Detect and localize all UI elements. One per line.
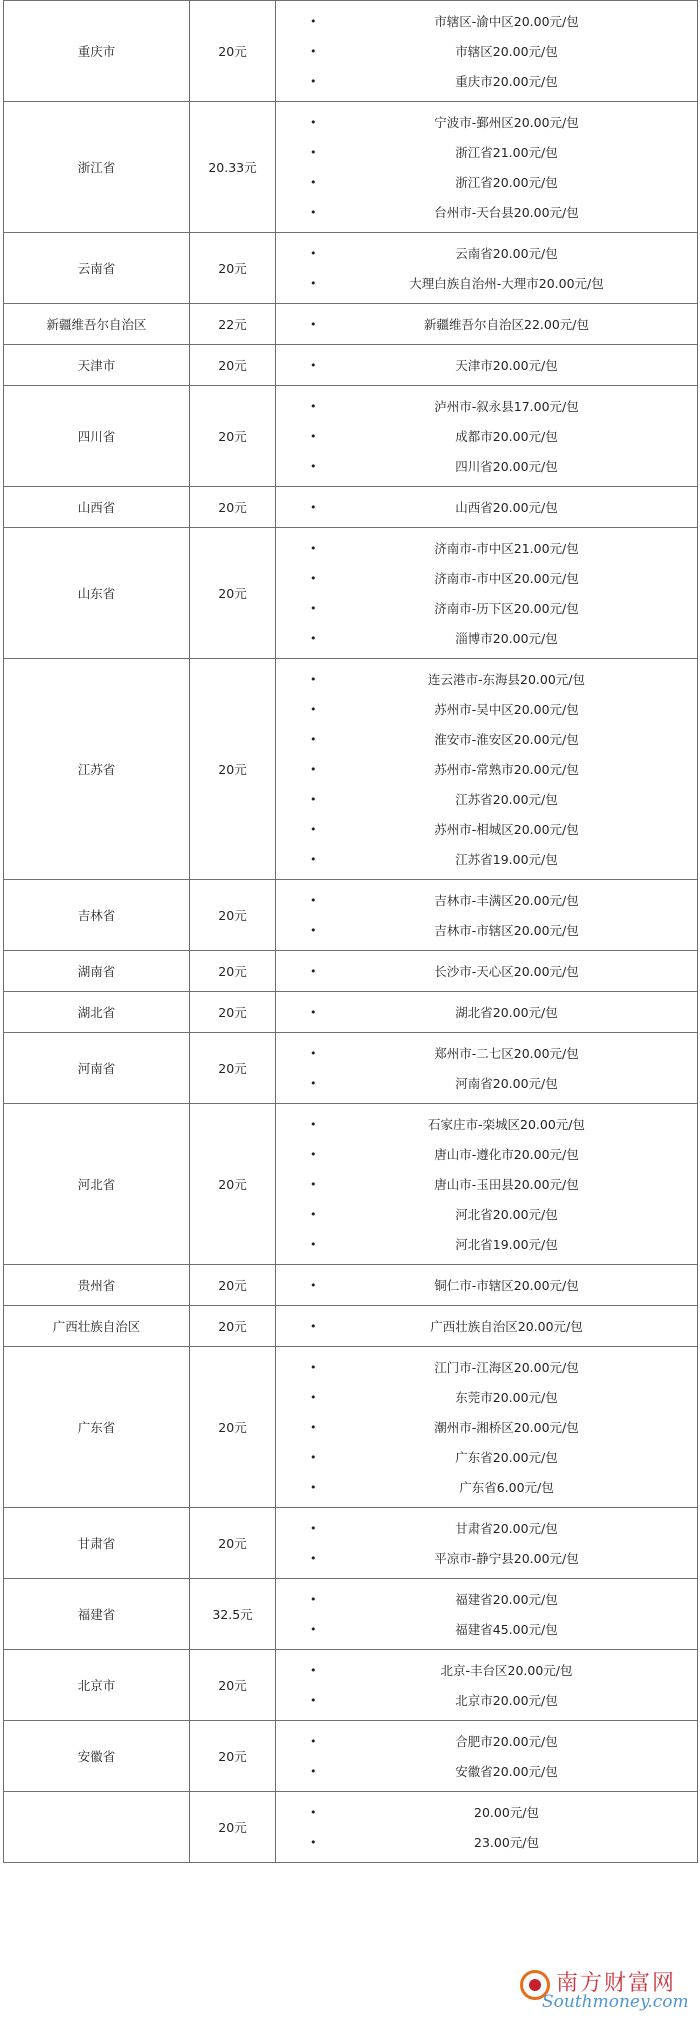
entry-text: 吉林市-市辖区20.00元/包	[434, 923, 579, 938]
entry-text: 新疆维吾尔自治区22.00元/包	[424, 317, 589, 332]
price-cell: 22元	[190, 304, 276, 345]
list-item	[276, 1140, 697, 1170]
list-item	[276, 594, 697, 624]
entry-list	[276, 102, 697, 232]
entries-cell	[276, 1265, 698, 1306]
entry-list	[276, 659, 697, 879]
entries-cell	[276, 951, 698, 992]
list-item	[276, 37, 697, 67]
bullet-icon: •	[310, 1238, 317, 1251]
bullet-icon: •	[310, 632, 317, 645]
price-cell: 20元	[190, 345, 276, 386]
entry-text: 市辖区-渝中区20.00元/包	[434, 14, 579, 29]
bullet-icon: •	[310, 1077, 317, 1090]
list-item	[276, 957, 697, 987]
bullet-icon: •	[310, 1148, 317, 1161]
entry-text: 苏州市-常熟市20.00元/包	[434, 762, 579, 777]
entry-list	[276, 1721, 697, 1791]
bullet-icon: •	[310, 1320, 317, 1333]
bullet-icon: •	[310, 1522, 317, 1535]
entry-text: 台州市-天台县20.00元/包	[434, 205, 579, 220]
region-cell: 新疆维吾尔自治区	[4, 304, 190, 345]
list-item	[276, 916, 697, 946]
region-cell: 湖北省	[4, 992, 190, 1033]
entry-text: 云南省20.00元/包	[455, 246, 558, 261]
watermark-en: Southmoney.com	[542, 1992, 689, 2012]
entry-list	[276, 1033, 697, 1103]
region-cell: 福建省	[4, 1579, 190, 1650]
entry-text: 浙江省20.00元/包	[455, 175, 558, 190]
entries-cell	[276, 1792, 698, 1863]
list-item	[276, 665, 697, 695]
entry-text: 潮州市-湘桥区20.00元/包	[434, 1420, 579, 1435]
entry-text: 石家庄市-栾城区20.00元/包	[427, 1117, 585, 1132]
price-cell: 20元	[190, 487, 276, 528]
table-row	[4, 1721, 698, 1792]
entry-text: 湖北省20.00元/包	[455, 1005, 558, 1020]
bullet-icon: •	[310, 359, 317, 372]
entries-cell	[276, 659, 698, 880]
entries-cell	[276, 1, 698, 102]
entries-cell	[276, 1721, 698, 1792]
list-item	[276, 168, 697, 198]
table-row	[4, 659, 698, 880]
bullet-icon: •	[310, 430, 317, 443]
entry-text: 广西壮族自治区20.00元/包	[430, 1319, 583, 1334]
region-cell: 重庆市	[4, 1, 190, 102]
list-item	[276, 1828, 697, 1858]
entry-text: 连云港市-东海县20.00元/包	[427, 672, 585, 687]
entry-text: 吉林市-丰满区20.00元/包	[434, 893, 579, 908]
entry-list	[276, 1792, 697, 1862]
list-item	[276, 1514, 697, 1544]
region-cell: 河南省	[4, 1033, 190, 1104]
entry-list	[276, 1104, 697, 1264]
entry-text: 福建省45.00元/包	[455, 1622, 558, 1637]
price-cell: 20元	[190, 659, 276, 880]
table-row	[4, 1508, 698, 1579]
price-cell: 20元	[190, 1347, 276, 1508]
price-cell: 20元	[190, 1265, 276, 1306]
list-item	[276, 1230, 697, 1260]
bullet-icon: •	[310, 1208, 317, 1221]
region-cell: 河北省	[4, 1104, 190, 1265]
region-cell: 山东省	[4, 528, 190, 659]
entry-text: 四川省20.00元/包	[455, 459, 558, 474]
list-item	[276, 845, 697, 875]
entry-list	[276, 233, 697, 303]
price-cell: 20元	[190, 1721, 276, 1792]
table-row	[4, 1033, 698, 1104]
list-item	[276, 1312, 697, 1342]
list-item	[276, 1383, 697, 1413]
entry-text: 北京市20.00元/包	[455, 1693, 558, 1708]
list-item	[276, 1069, 697, 1099]
list-item	[276, 1585, 697, 1615]
entry-text: 北京-丰台区20.00元/包	[440, 1663, 573, 1678]
entries-cell	[276, 102, 698, 233]
region-cell: 贵州省	[4, 1265, 190, 1306]
bullet-icon: •	[310, 733, 317, 746]
table-row	[4, 1792, 698, 1863]
entries-cell	[276, 1650, 698, 1721]
entry-text: 大理白族自治州-大理市20.00元/包	[409, 276, 604, 291]
entry-list	[276, 1306, 697, 1346]
entry-list	[276, 528, 697, 658]
bullet-icon: •	[310, 176, 317, 189]
bullet-icon: •	[310, 572, 317, 585]
bullet-icon: •	[310, 1806, 317, 1819]
entry-text: 济南市-历下区20.00元/包	[434, 601, 579, 616]
entry-text: 市辖区20.00元/包	[455, 44, 558, 59]
bullet-icon: •	[310, 206, 317, 219]
list-item	[276, 67, 697, 97]
entry-text: 苏州市-吴中区20.00元/包	[434, 702, 579, 717]
entry-text: 济南市-市中区21.00元/包	[434, 541, 579, 556]
table-row	[4, 487, 698, 528]
list-item	[276, 1039, 697, 1069]
entries-cell	[276, 345, 698, 386]
list-item	[276, 1615, 697, 1645]
price-cell: 20元	[190, 1104, 276, 1265]
price-cell: 20元	[190, 951, 276, 992]
list-item	[276, 1473, 697, 1503]
bullet-icon: •	[310, 1735, 317, 1748]
list-item	[276, 1170, 697, 1200]
list-item	[276, 785, 697, 815]
entry-text: 重庆市20.00元/包	[455, 74, 558, 89]
list-item	[276, 392, 697, 422]
list-item	[276, 564, 697, 594]
list-item	[276, 1443, 697, 1473]
entries-cell	[276, 1347, 698, 1508]
entry-list	[276, 880, 697, 950]
list-item	[276, 1656, 697, 1686]
table-row	[4, 1, 698, 102]
region-cell: 安徽省	[4, 1721, 190, 1792]
table-row	[4, 304, 698, 345]
entry-list	[276, 992, 697, 1032]
bullet-icon: •	[310, 1361, 317, 1374]
price-cell: 20元	[190, 1306, 276, 1347]
list-item	[276, 998, 697, 1028]
bullet-icon: •	[310, 45, 317, 58]
bullet-icon: •	[310, 1623, 317, 1636]
bullet-icon: •	[310, 501, 317, 514]
list-item	[276, 815, 697, 845]
table-row	[4, 1650, 698, 1721]
entry-list	[276, 1579, 697, 1649]
region-cell: 四川省	[4, 386, 190, 487]
entry-list	[276, 345, 697, 385]
entries-cell	[276, 1306, 698, 1347]
list-item	[276, 1686, 697, 1716]
bullet-icon: •	[310, 1006, 317, 1019]
list-item	[276, 725, 697, 755]
table-row	[4, 880, 698, 951]
entry-list	[276, 304, 697, 344]
bullet-icon: •	[310, 1391, 317, 1404]
list-item	[276, 239, 697, 269]
bullet-icon: •	[310, 965, 317, 978]
price-cell: 20.33元	[190, 102, 276, 233]
entry-text: 江门市-江海区20.00元/包	[434, 1360, 579, 1375]
entry-list	[276, 951, 697, 991]
entry-text: 安徽省20.00元/包	[455, 1764, 558, 1779]
entry-text: 长沙市-天心区20.00元/包	[434, 964, 579, 979]
table-body	[4, 1, 698, 1863]
bullet-icon: •	[310, 146, 317, 159]
list-item	[276, 1413, 697, 1443]
bullet-icon: •	[310, 1451, 317, 1464]
entry-text: 天津市20.00元/包	[455, 358, 558, 373]
price-cell: 20元	[190, 1, 276, 102]
bullet-icon: •	[310, 924, 317, 937]
bullet-icon: •	[310, 116, 317, 129]
entry-text: 淮安市-淮安区20.00元/包	[434, 732, 579, 747]
entries-cell	[276, 487, 698, 528]
entry-list	[276, 487, 697, 527]
list-item	[276, 1757, 697, 1787]
entry-text: 广东省6.00元/包	[459, 1480, 554, 1495]
list-item	[276, 310, 697, 340]
table-row	[4, 233, 698, 304]
entry-text: 甘肃省20.00元/包	[455, 1521, 558, 1536]
region-cell: 甘肃省	[4, 1508, 190, 1579]
watermark-cn: 南方财富网	[556, 1971, 677, 1996]
bullet-icon: •	[310, 1694, 317, 1707]
bullet-icon: •	[310, 853, 317, 866]
entry-text: 河北省19.00元/包	[455, 1237, 558, 1252]
entry-text: 东莞市20.00元/包	[455, 1390, 558, 1405]
bullet-icon: •	[310, 400, 317, 413]
list-item	[276, 1200, 697, 1230]
list-item	[276, 695, 697, 725]
list-item	[276, 534, 697, 564]
bullet-icon: •	[310, 1047, 317, 1060]
price-cell: 20元	[190, 1650, 276, 1721]
entries-cell	[276, 1104, 698, 1265]
table-row	[4, 1347, 698, 1508]
list-item	[276, 1544, 697, 1574]
list-item	[276, 755, 697, 785]
list-item	[276, 7, 697, 37]
entry-text: 淄博市20.00元/包	[455, 631, 558, 646]
entry-list	[276, 1, 697, 101]
bullet-icon: •	[310, 1178, 317, 1191]
list-item	[276, 1110, 697, 1140]
price-cell: 20元	[190, 880, 276, 951]
region-cell: 浙江省	[4, 102, 190, 233]
price-cell: 32.5元	[190, 1579, 276, 1650]
entry-text: 河北省20.00元/包	[455, 1207, 558, 1222]
entries-cell	[276, 386, 698, 487]
region-cell: 天津市	[4, 345, 190, 386]
entry-text: 广东省20.00元/包	[455, 1450, 558, 1465]
table-row	[4, 1104, 698, 1265]
region-cell: 江苏省	[4, 659, 190, 880]
list-item	[276, 1353, 697, 1383]
bullet-icon: •	[310, 75, 317, 88]
region-cell: 湖南省	[4, 951, 190, 992]
table-row	[4, 1306, 698, 1347]
bullet-icon: •	[310, 1552, 317, 1565]
entry-text: 山西省20.00元/包	[455, 500, 558, 515]
entry-text: 唐山市-玉田县20.00元/包	[434, 1177, 579, 1192]
entry-text: 泸州市-叙永县17.00元/包	[434, 399, 579, 414]
price-table	[3, 0, 698, 1863]
bullet-icon: •	[310, 1765, 317, 1778]
table-row	[4, 386, 698, 487]
entry-text: 宁波市-鄞州区20.00元/包	[434, 115, 579, 130]
region-cell: 广西壮族自治区	[4, 1306, 190, 1347]
list-item	[276, 108, 697, 138]
region-cell	[4, 1792, 190, 1863]
bullet-icon: •	[310, 673, 317, 686]
bullet-icon: •	[310, 894, 317, 907]
list-item	[276, 624, 697, 654]
price-cell: 20元	[190, 233, 276, 304]
bullet-icon: •	[310, 602, 317, 615]
entry-list	[276, 1347, 697, 1507]
entries-cell	[276, 1508, 698, 1579]
price-cell: 20元	[190, 1508, 276, 1579]
region-cell: 云南省	[4, 233, 190, 304]
entries-cell	[276, 1033, 698, 1104]
list-item	[276, 886, 697, 916]
price-cell: 20元	[190, 992, 276, 1033]
entries-cell	[276, 528, 698, 659]
entry-list	[276, 1650, 697, 1720]
bullet-icon: •	[310, 1836, 317, 1849]
entries-cell	[276, 304, 698, 345]
table-row	[4, 1265, 698, 1306]
price-cell: 20元	[190, 1792, 276, 1863]
entry-text: 江苏省20.00元/包	[455, 792, 558, 807]
list-item	[276, 351, 697, 381]
entry-list	[276, 386, 697, 486]
entry-text: 河南省20.00元/包	[455, 1076, 558, 1091]
entry-text: 合肥市20.00元/包	[455, 1734, 558, 1749]
entry-text: 铜仁市-市辖区20.00元/包	[434, 1278, 579, 1293]
entry-text: 苏州市-相城区20.00元/包	[434, 822, 579, 837]
bullet-icon: •	[310, 793, 317, 806]
entries-cell	[276, 233, 698, 304]
table-row	[4, 528, 698, 659]
list-item	[276, 1798, 697, 1828]
region-cell: 北京市	[4, 1650, 190, 1721]
entries-cell	[276, 1579, 698, 1650]
entry-text: 江苏省19.00元/包	[455, 852, 558, 867]
entries-cell	[276, 880, 698, 951]
price-cell: 20元	[190, 1033, 276, 1104]
bullet-icon: •	[310, 1279, 317, 1292]
entry-text: 福建省20.00元/包	[455, 1592, 558, 1607]
list-item	[276, 1727, 697, 1757]
bullet-icon: •	[310, 1593, 317, 1606]
entry-text: 唐山市-遵化市20.00元/包	[434, 1147, 579, 1162]
list-item	[276, 452, 697, 482]
list-item	[276, 198, 697, 228]
bullet-icon: •	[310, 15, 317, 28]
watermark	[520, 1966, 690, 2012]
table-row	[4, 102, 698, 233]
list-item	[276, 493, 697, 523]
table-row	[4, 951, 698, 992]
bullet-icon: •	[310, 1421, 317, 1434]
bullet-icon: •	[310, 277, 317, 290]
list-item	[276, 422, 697, 452]
entry-list	[276, 1508, 697, 1578]
entry-list	[276, 1265, 697, 1305]
price-cell: 20元	[190, 386, 276, 487]
entry-text: 平凉市-静宁县20.00元/包	[434, 1551, 579, 1566]
bullet-icon: •	[310, 247, 317, 260]
list-item	[276, 1271, 697, 1301]
price-cell: 20元	[190, 528, 276, 659]
bullet-icon: •	[310, 1664, 317, 1677]
bullet-icon: •	[310, 318, 317, 331]
bullet-icon: •	[310, 703, 317, 716]
region-cell: 广东省	[4, 1347, 190, 1508]
entry-text: 郑州市-二七区20.00元/包	[434, 1046, 579, 1061]
list-item	[276, 269, 697, 299]
entry-text: 成都市20.00元/包	[455, 429, 558, 444]
table-row	[4, 345, 698, 386]
bullet-icon: •	[310, 542, 317, 555]
bullet-icon: •	[310, 460, 317, 473]
bullet-icon: •	[310, 1118, 317, 1131]
region-cell: 吉林省	[4, 880, 190, 951]
entry-text: 济南市-市中区20.00元/包	[434, 571, 579, 586]
bullet-icon: •	[310, 763, 317, 776]
entry-text: 23.00元/包	[474, 1835, 539, 1850]
table-row	[4, 1579, 698, 1650]
entry-text: 20.00元/包	[474, 1805, 539, 1820]
list-item	[276, 138, 697, 168]
bullet-icon: •	[310, 1481, 317, 1494]
entries-cell	[276, 992, 698, 1033]
entry-text: 浙江省21.00元/包	[455, 145, 558, 160]
region-cell: 山西省	[4, 487, 190, 528]
table-row	[4, 992, 698, 1033]
bullet-icon: •	[310, 823, 317, 836]
